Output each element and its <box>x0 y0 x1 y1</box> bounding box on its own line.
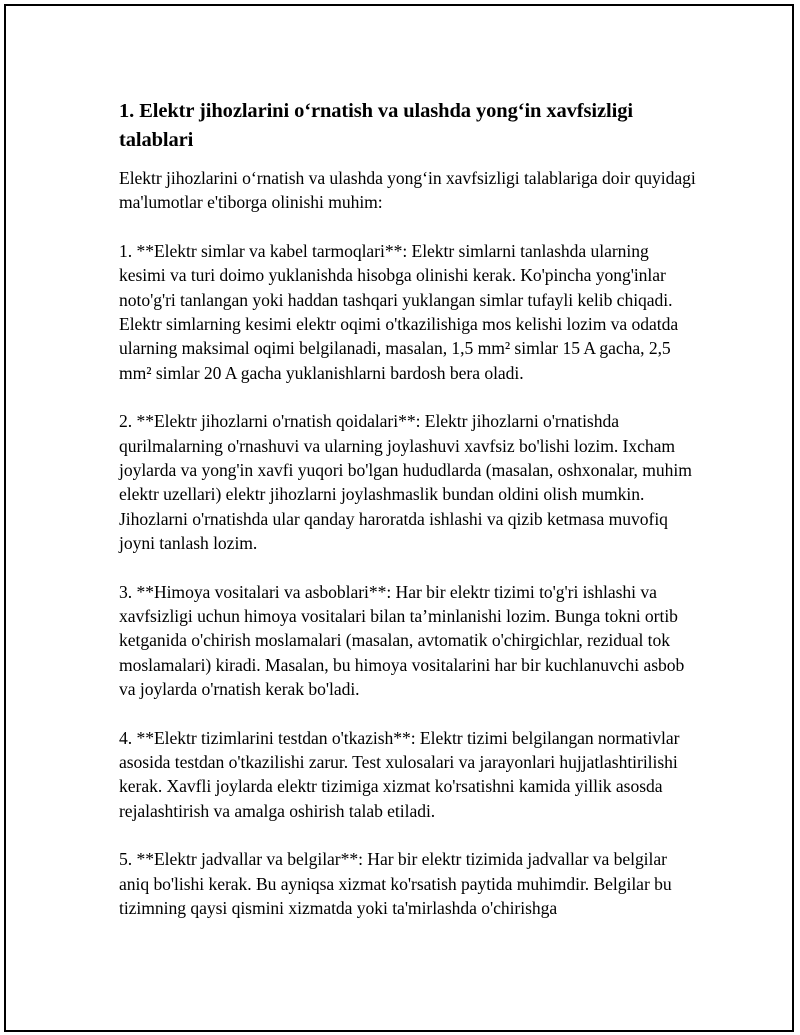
paragraph-3-protection-devices: 3. **Himoya vositalari va asboblari**: Har bir elektr tizimi to'g'ri ishlashi va xavfsizligi uchun himoya vositalari bilan ta’minlanishi lozim. Bunga tokni ortib ketganida o'chirish moslamalari (masalan, avtomatik o'chirgichlar, rezidual tok moslamalari) kiradi. Masalan, bu himoya vositalarini har bir kuchlanuvchi asbob va joylarda o'rnatish kerak bo'ladi. <box>119 581 685 699</box>
paragraph-1-electric-wires: 1. **Elektr simlar va kabel tarmoqlari**: Elektr simlarni tanlashda ularning kesimi va turi doimo yuklanishda hisobga olinishi kerak. Ko'pincha yong'inlar noto'g'ri tanlangan yoki haddan tashqari yuklangan simlar tufayli kelib chiqadi. Elektr simlarning kesimi elektr oqimi o'tkazilishiga mos kelishi lozim va odatda ularning maksimal oqimi belgilanadi, masalan, 1,5 mm² simlar 15 A gacha, 2,5 mm² simlar 20 A gacha yuklanishlarni bardosh bera oladi. <box>119 241 679 383</box>
page-frame <box>4 4 794 1032</box>
paragraph-5-tables-and-labels: 5. **Elektr jadvallar va belgilar**: Har bir elektr tizimida jadvallar va belgilar aniq bo'lishi kerak. Bu ayniqsa xizmat ko'rsatish paytida muhimdir. Belgilar bu tizimning qaysi qismini xizmatda yoki ta'mirlashda o'chirishga <box>119 849 672 918</box>
paragraph-2-installation-rules: 2. **Elektr jihozlarni o'rnatish qoidalari**: Elektr jihozlarni o'rnatishda qurilmalarning o'rnashuvi va ularning joylashuvi xavfsiz bo'lishi lozim. Ixcham joylarda va yong'in xavfi yuqori bo'lgan hududlarda (masalan, oshxonalar, muhim elektr uzellari) elektr jihozlarni joylashmaslik bundan oldini olish mumkin. Jihozlarni o'rnatishda ular qanday haroratda ishlashi va qizib ketmasa muvofiq joyni tanlash lozim. <box>119 411 692 553</box>
intro-paragraph: Elektr jihozlarini o‘rnatish va ulashda yong‘in xavfsizligi talablariga doir quyidagi ma'lumotlar e'tiborga olinishi muhim: <box>119 168 696 213</box>
document-title: 1. Elektr jihozlarini o‘rnatish va ulashda yong‘in xavfsizligi talablari <box>119 100 633 151</box>
document-body <box>119 97 699 945</box>
paragraph-4-system-testing: 4. **Elektr tizimlarini testdan o'tkazish**: Elektr tizimi belgilangan normativlar asosida testdan o'tkazilishi zarur. Test xulosalari va jarayonlari hujjatlashtirilishi kerak. Xavfli joylarda elektr tizimiga xizmat ko'rsatishni kamida yillik asosda rejalashtirish va amalga oshirish talab etiladi. <box>119 727 680 821</box>
